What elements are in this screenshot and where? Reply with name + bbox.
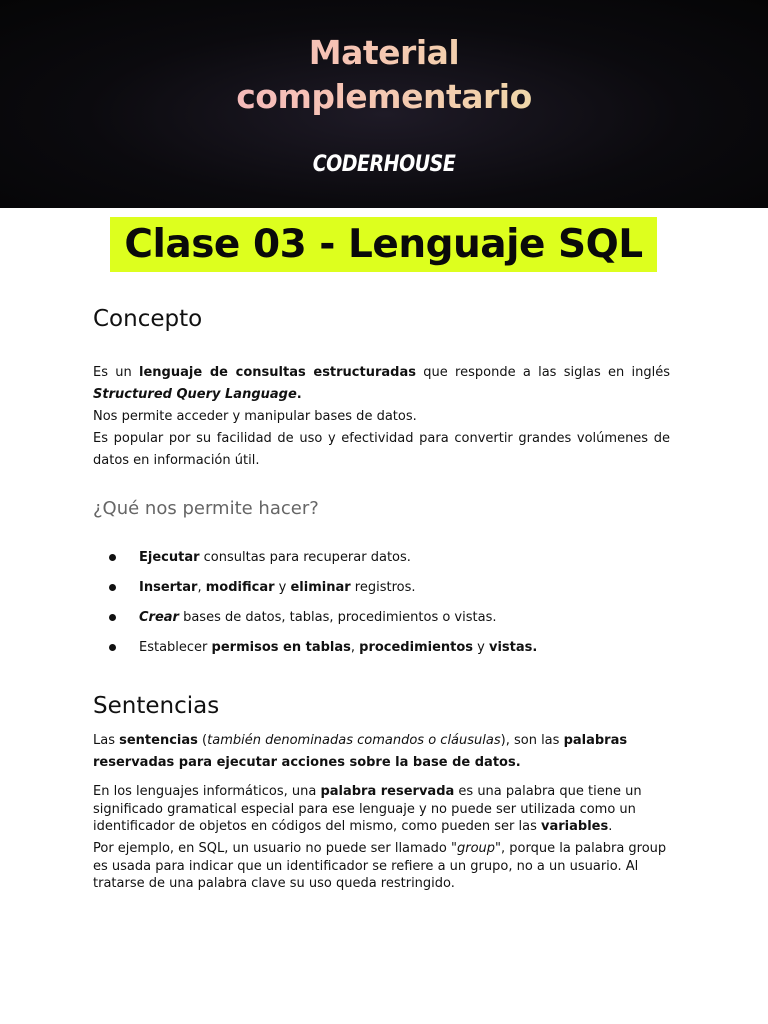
bold-text: palabra reservada [320, 784, 455, 799]
bold-text: Ejecutar [139, 550, 200, 565]
bold-text: . [296, 387, 302, 402]
italic-text: group [456, 841, 496, 856]
concepto-paragraph-1 [93, 362, 670, 406]
text: bases de datos, tablas, procedimientos o vistas. [178, 610, 497, 625]
bold-italic-text: Crear [139, 610, 179, 625]
concepto-paragraph-3: Es popular por su facilidad de uso y efectividad para convertir grandes volúmenes de datos en información útil. [93, 431, 670, 468]
bold-text: sentencias [119, 733, 198, 748]
class-title: Clase 03 - Lenguaje SQL [110, 217, 657, 272]
list-item [93, 578, 673, 608]
text: Las [93, 733, 120, 748]
text: . [608, 819, 613, 834]
list-item [93, 548, 673, 578]
capabilities-list [93, 548, 673, 668]
text: , [350, 640, 360, 655]
text: Por ejemplo, en SQL, un usuario no puede ser llamado " [93, 841, 457, 856]
bold-text: Insertar [139, 580, 198, 595]
sentencias-paragraph-2 [93, 783, 670, 836]
list-item [93, 638, 673, 668]
bold-text: variables [541, 819, 609, 834]
concepto-heading: Concepto [93, 306, 203, 332]
bold-text: lenguaje de consultas estructuradas [139, 365, 416, 380]
sentencias-paragraph-1 [93, 730, 670, 774]
text: que responde a las siglas en inglés [416, 365, 671, 380]
text: Es un [93, 365, 140, 380]
list-item [93, 608, 673, 638]
text: y [274, 580, 291, 595]
bullet-icon [109, 644, 116, 651]
text: es una palabra que tiene un significado gramatical especial para ese lenguaje y no puede ser utilizada como un identificador de objetos en códigos del mismo, como pueden ser las [93, 784, 642, 834]
bold-text: modificar [205, 580, 275, 595]
text: ( [197, 733, 208, 748]
text: ), son las [500, 733, 564, 748]
bullet-icon [109, 614, 116, 621]
bold-text: permisos en tablas [211, 640, 351, 655]
bold-text: procedimientos [359, 640, 474, 655]
banner-title-line1: Material [0, 32, 768, 74]
text: y [473, 640, 489, 655]
text: ", porque la palabra group es usada para indicar que un identificador se refiere a un grupo, no a un usuario. Al tratarse de una palabra clave su uso queda restringido. [93, 841, 667, 891]
text: En los lenguajes informáticos, una [93, 784, 321, 799]
text: Establecer [139, 640, 212, 655]
sentencias-heading: Sentencias [93, 693, 220, 719]
text: , [197, 580, 206, 595]
header-banner [0, 0, 768, 208]
text: consultas para recuperar datos. [199, 550, 411, 565]
concepto-paragraph-2: Nos permite acceder y manipular bases de datos. [93, 409, 417, 424]
coderhouse-logo: CODERHOUSE [312, 151, 456, 177]
bullet-icon [109, 584, 116, 591]
que-hacer-heading: ¿Qué nos permite hacer? [93, 498, 319, 519]
bold-text: palabras reservadas para ejecutar acciones sobre la base de datos. [93, 733, 628, 770]
text: registros. [350, 580, 416, 595]
sentencias-paragraph-3 [93, 840, 670, 893]
bullet-icon [109, 554, 116, 561]
bold-text: eliminar [290, 580, 351, 595]
bold-italic-text: Structured Query Language [93, 387, 297, 402]
italic-text: también denominadas comandos o cláusulas [207, 733, 501, 748]
banner-title-line2: complementario [0, 76, 768, 118]
bold-text: vistas. [489, 640, 538, 655]
